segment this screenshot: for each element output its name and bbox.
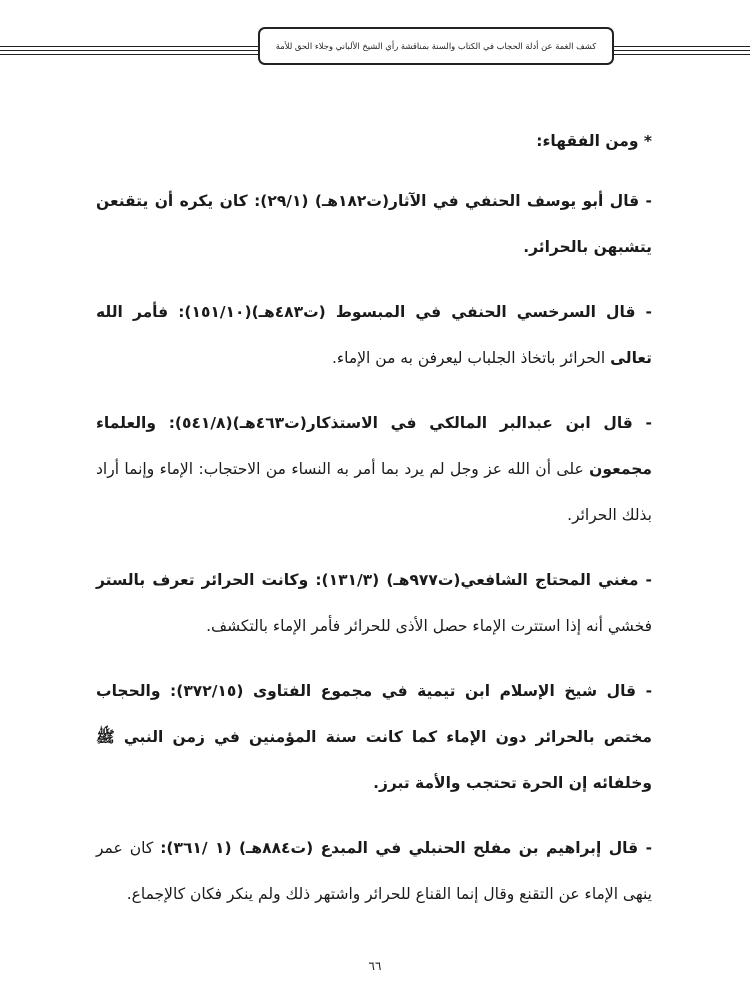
book-title: كشف الغمة عن أدلة الحجاب في الكتاب والسنة بمناقشة رأي الشيخ الألباني وجلاء الحق للأمة (275, 41, 597, 51)
quote-source: - قال إبراهيم بن مفلح الحنبلي في المبدع (ت٨٨٤هـ) (١ /٣٦١): (160, 839, 653, 857)
quote-text: على أن الله عز وجل لم يرد بما أمر به النساء من الاحتجاب: الإماء وإنما أراد بذلك الحرائر. (96, 460, 652, 524)
header-rule-left-1 (0, 46, 259, 47)
quote-text: فخشي أنه إذا استترت الإماء حصل الأذى للحرائر فأمر الإماء بالتكشف. (206, 617, 652, 635)
page-body (96, 118, 652, 936)
quote-paragraph (96, 557, 652, 649)
quote-source: - قال السرخسي الحنفي في المبسوط (ت٤٨٣هـ)(١٥١/١٠): فأمر الله تعالى (96, 303, 652, 367)
quote-text: الحرائر باتخاذ الجلباب ليعرفن به من الإماء. (331, 349, 611, 367)
quote-source: - قال أبو يوسف الحنفي في الآثار(ت١٨٢هـ) (٢٩/١): كان يكره أن يتقنعن يتشبهن بالحرائر. (96, 192, 652, 256)
quote-source: - مغني المحتاج الشافعي(ت٩٧٧هـ) (١٣١/٣): وكانت الحرائر تعرف بالستر (96, 571, 652, 589)
quote-paragraph (96, 400, 652, 538)
running-header (258, 27, 614, 65)
quote-paragraph (96, 825, 652, 917)
header-rule-right-2 (613, 50, 750, 51)
quote-source: - قال ابن عبدالبر المالكي في الاستذكار(ت٤٦٣هـ)(٥٤١/٨): والعلماء مجمعون (96, 414, 652, 478)
section-intro: * ومن الفقهاء: (536, 132, 652, 150)
page-number: ٦٦ (368, 959, 382, 973)
quote-text: كان عمر ينهى الإماء عن التقنع وقال إنما القناع للحرائر واشتهر ذلك ولم ينكر فكان كالإجماع. (96, 839, 652, 903)
quote-paragraph (96, 178, 652, 270)
header-rule-right-1 (613, 46, 750, 47)
header-rule-left-3 (0, 54, 259, 55)
quote-paragraph (96, 289, 652, 381)
quote-paragraph (96, 668, 652, 806)
header-rule-left-2 (0, 50, 259, 51)
header-rule-right-3 (613, 54, 750, 55)
quote-source: - قال شيخ الإسلام ابن تيمية في مجموع الفتاوى (٣٧٢/١٥): والحجاب مختص بالحرائر دون الإماء كما كانت سنة المؤمنين في زمن النبي ﷺ وخلفائه إن الحرة تحتجب والأمة تبرز. (96, 682, 653, 792)
